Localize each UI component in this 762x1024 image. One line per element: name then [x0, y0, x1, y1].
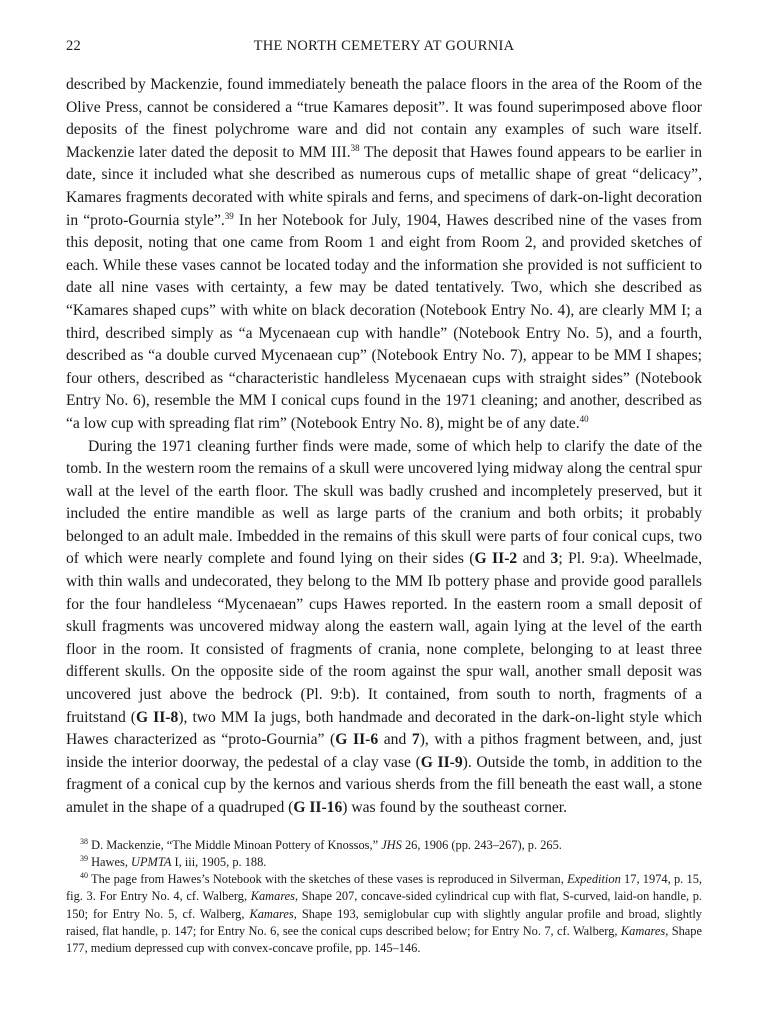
footnote-number: 39: [80, 853, 88, 863]
journal-title: Expedition: [567, 872, 621, 887]
footnote-text: 26, 1906 (pp. 243–267), p. 265.: [401, 837, 562, 852]
footnote-text: , Shape 207, concave-sided cylindrical cup with flat, S-curved, laid-on handle, p. 150; for Entry No. 5, cf. Walberg,: [66, 889, 702, 921]
footnote-text: 17, 1974, p. 15, fig. 3. For Entry No. 4, cf. Walberg,: [66, 872, 703, 904]
catalogue-ref: 7: [411, 731, 420, 749]
footnotes: [66, 837, 702, 958]
catalogue-ref: 3: [550, 550, 559, 568]
paragraph-text: and: [378, 731, 412, 749]
body-text: [66, 74, 702, 820]
page-header: [66, 38, 702, 62]
catalogue-ref: G II-16: [293, 799, 343, 816]
footnote-ref-40[interactable]: 40: [579, 413, 589, 424]
paragraph-text: described by Mackenzie, found immediately beneath the palace floors in the area of the Room of the Olive Press, cannot be considered a “true Kamares deposit”. It was found superimposed above floor deposits of the finest polychrome ware and did not contain any examples of such ware itself. Mackenzie later dated the deposit to MM III.: [66, 76, 702, 161]
paragraph-2: [66, 436, 702, 820]
paragraph-text: ), two MM Ia jugs, both handmade and decorated in the dark-on-light style which Hawes characterized as “proto-Gournia” (: [66, 708, 703, 749]
catalogue-ref: G II-8: [136, 708, 179, 726]
footnote-ref-39[interactable]: 39: [224, 210, 234, 221]
paragraph-text: ) was found by the southeast corner.: [342, 799, 568, 816]
paragraph-text: During the 1971 cleaning further finds were made, some of which help to clarify the date of the tomb. In the western room the remains of a skull were uncovered lying midway along the central spur wall at the level of the earth floor. The skull was badly crushed and incompletely preserved, but it included the entire mandible as well as large parts of the cranium and both orbits; it probably belonged to an adult male. Imbedded in the remains of this skull were parts of four conical cups, two of which were nearly complete and found lying on their sides (: [66, 437, 702, 568]
footnote-text: , Shape 193, semiglobular cup with slightly angular profile and broad, slightly raised, flat handle, p. 147; for Entry No. 6, see the conical cups described below; for Entry No. 7, cf. Walberg,: [66, 906, 702, 939]
footnote-number: 38: [80, 836, 88, 846]
catalogue-ref: G II-6: [335, 731, 379, 749]
journal-title: UPMTA: [131, 854, 172, 869]
journal-title: JHS: [381, 837, 402, 852]
paragraph-text: ). Outside the tomb, in addition to the fragment of a conical cup by the kernos and various sherds from the fill beneath the east wall, a stone amulet in the shape of a quadruped (: [66, 753, 702, 816]
paragraph-text: The deposit that Hawes found appears to be earlier in date, since it included what she described as numerous cups of metallic shape of great “delicacy”, Kamares fragments decorated with white spirals and ferns, and specimens of dark-on-light decoration in “proto-Gournia style”.: [66, 143, 702, 229]
footnote-text: The page from Hawes’s Notebook with the sketches of these vases is reproduced in Silverman,: [88, 872, 568, 887]
footnote-number: 40: [80, 871, 88, 881]
footnote-text: , Shape 177, medium depressed cup with convex-concave profile, pp. 145–146.: [66, 924, 702, 956]
paragraph-text: In her Notebook for July, 1904, Hawes described nine of the vases from this deposit, noting that one came from Room 1 and eight from Room 2, and provided sketches of each. While these vases cannot be located today and the information she provided is not sufficient to date all nine vases with certainty, a few may be dated tentatively. Two, which she described as “Kamares shaped cups” with white on black decoration (Notebook Entry No. 4), are clearly MM I; a third, described simply as “a Mycenaean cup with handle” (Notebook Entry No. 5), and a fourth, described as “a double curved Mycenaean cup” (Notebook Entry No. 7), appear to be MM I shapes; four others, described as “characteristic handleless Mycenaean cups with straight sides” (Notebook Entry No. 6), resemble the MM I conical cups found in the 1971 cleaning; and another, described as “a low cup with spreading flat rim” (Notebook Entry No. 8), might be of any date.: [66, 211, 702, 432]
catalogue-ref: G II-2: [474, 550, 518, 568]
page: [66, 38, 702, 958]
footnote-ref-38[interactable]: 38: [350, 142, 360, 153]
paragraph-text: and: [517, 550, 551, 568]
running-title: THE NORTH CEMETERY AT GOURNIA: [253, 38, 515, 54]
catalogue-ref: G II-9: [420, 753, 463, 771]
footnote-text: Hawes,: [88, 854, 132, 869]
paragraph-text: ; Pl. 9:a). Wheelmade, with thin walls and undecorated, they belong to the MM Ib pottery phase and provide good parallels for the four handleless “Mycenaean” cups Hawes reported. In the eastern room a small deposit of skull fragments was uncovered midway along the eastern wall, again lying at the level of the earth floor in the room. It consisted of fragments of crania, none complete, belonging to at least three different skulls. On the opposite side of the room against the spur wall, another small deposit was uncovered just above the bedrock (Pl. 9:b). It contained, from south to north, fragments of a fruitstand (: [66, 550, 703, 726]
footnote-39: [66, 854, 702, 871]
book-title: Kamares: [620, 924, 666, 939]
book-title: Kamares: [250, 889, 296, 904]
page-number: 22: [66, 38, 82, 54]
footnote-text: I, iii, 1905, p. 188.: [171, 854, 267, 869]
paragraph-text: ), with a pithos fragment between, and, just inside the interior doorway, the pedestal of a clay vase (: [66, 731, 702, 771]
footnote-40: [66, 871, 702, 957]
footnote-text: D. Mackenzie, “The Middle Minoan Pottery of Knossos,”: [88, 837, 382, 852]
book-title: Kamares: [249, 906, 294, 921]
footnote-38: [66, 837, 702, 854]
paragraph-1: [66, 74, 702, 436]
